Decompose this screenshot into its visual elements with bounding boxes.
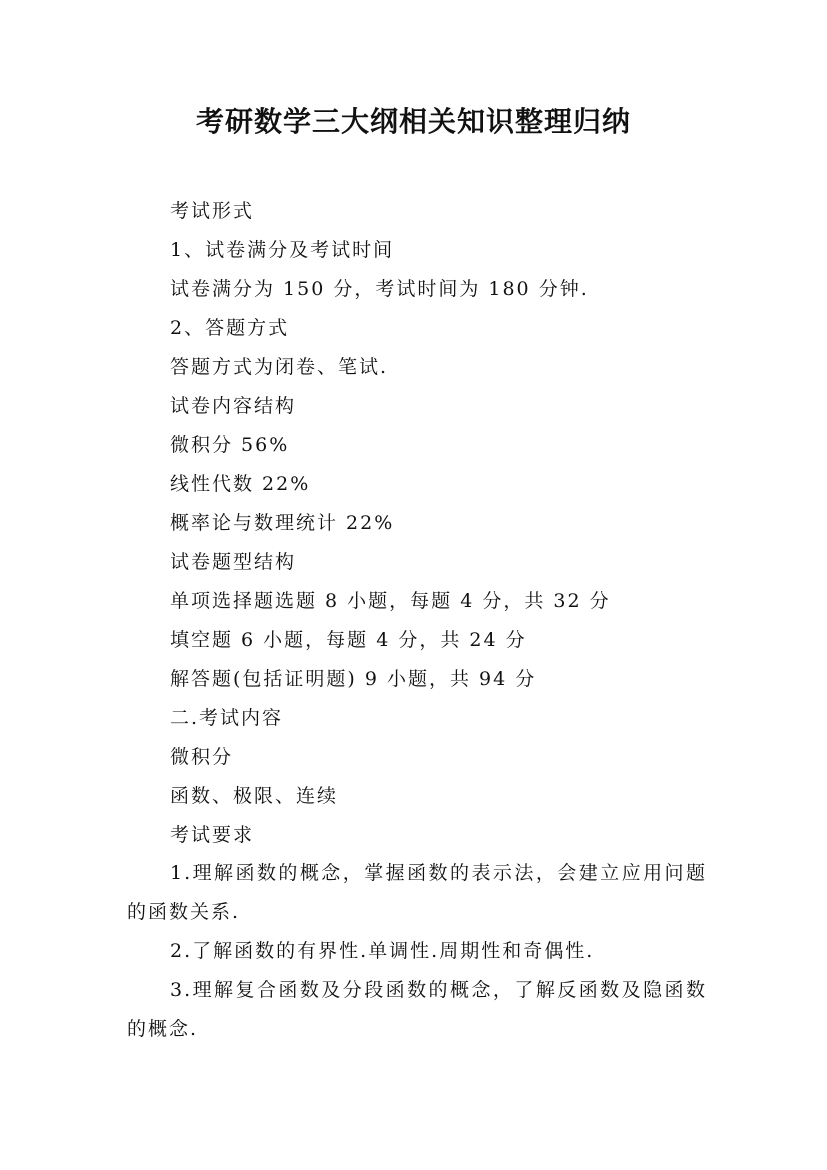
section-heading-exam-content: 二.考试内容 [170,707,284,729]
subsection-answer-method: 2、答题方式 [170,317,290,339]
section-heading-exam-requirements: 考试要求 [170,824,255,846]
text-answer-questions: 解答题(包括证明题) 9 小题，共 94 分 [170,668,537,690]
subsection-full-score-and-time: 1、试卷满分及考试时间 [170,239,395,261]
requirement-paragraph: 1.理解函数的概念，掌握函数的表示法，会建立应用问题的函数关系. [127,862,707,923]
subsection-functions-limits: 函数、极限、连续 [170,785,339,807]
subsection-calculus: 微积分 [170,746,234,768]
text-linear-algebra-share: 线性代数 22% [170,473,311,495]
requirement-paragraph: 2.了解函数的有界性.单调性.周期性和奇偶性. [170,940,595,962]
text-calculus-share: 微积分 56% [170,434,290,456]
requirement-paragraph: 3.理解复合函数及分段函数的概念，了解反函数及隐函数的概念. [127,979,707,1040]
text-probability-share: 概率论与数理统计 22% [170,512,395,534]
text-full-score-and-time: 试卷满分为 150 分，考试时间为 180 分钟. [170,278,589,300]
section-heading-content-structure: 试卷内容结构 [170,395,297,417]
text-fill-in-blank: 填空题 6 小题，每题 4 分，共 24 分 [170,629,527,651]
document-title: 考研数学三大纲相关知识整理归纳 [195,105,631,138]
text-answer-method: 答题方式为闭卷、笔试. [170,356,389,378]
section-heading-question-structure: 试卷题型结构 [170,551,297,573]
text-multiple-choice: 单项选择题选题 8 小题，每题 4 分，共 32 分 [170,590,611,612]
section-heading-exam-format: 考试形式 [170,200,255,222]
